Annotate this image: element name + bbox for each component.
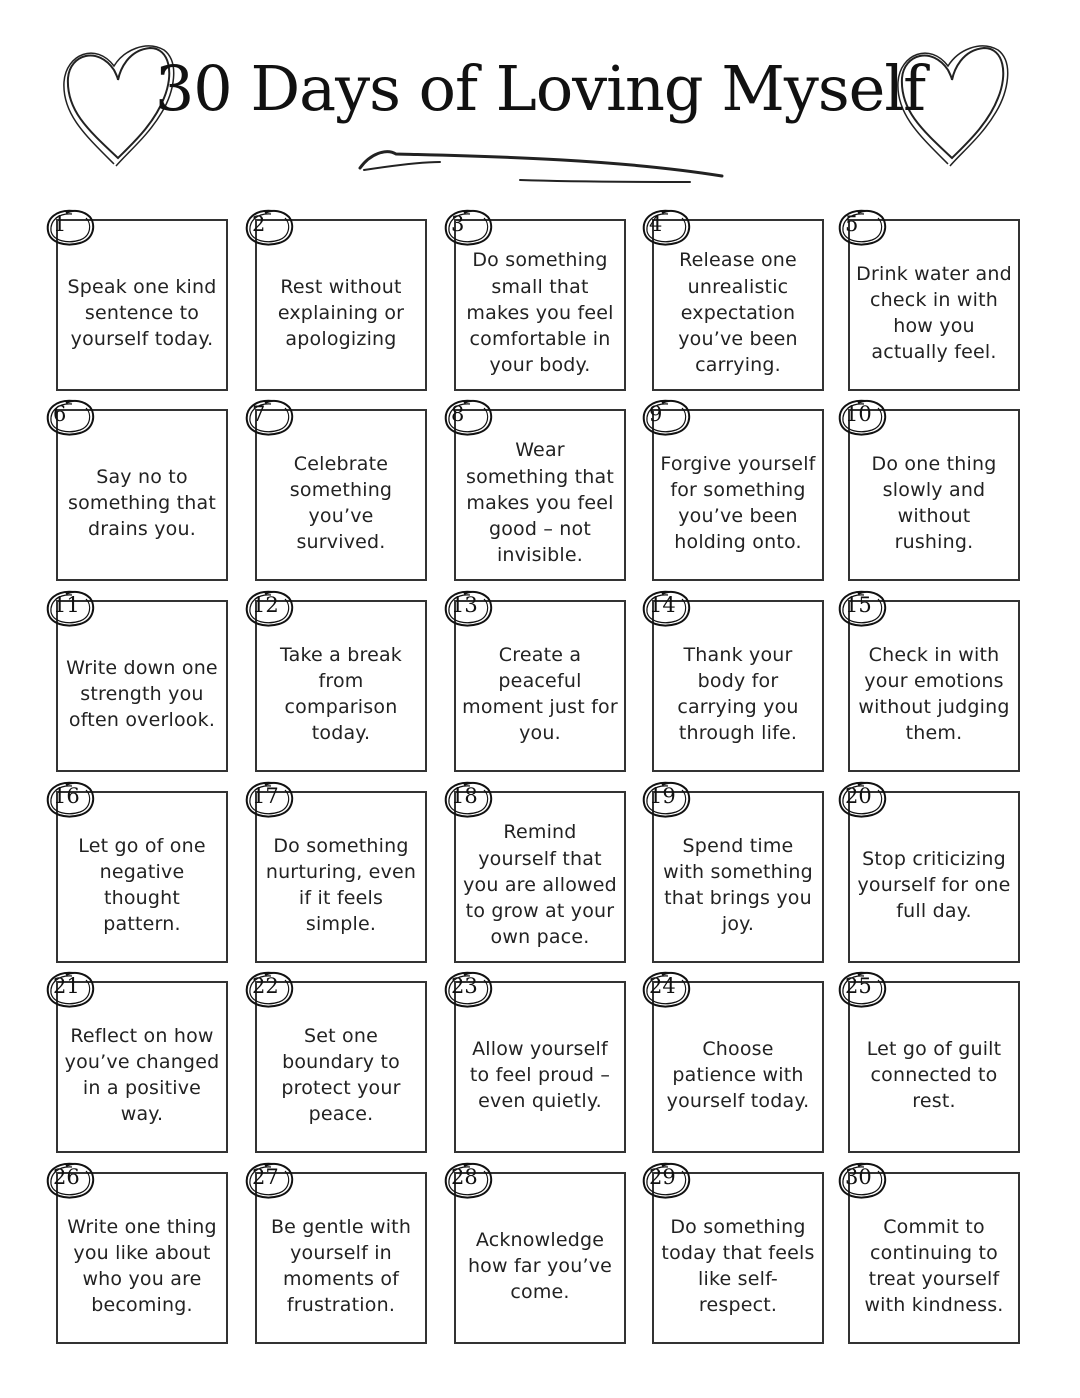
day-number: 3: [451, 212, 465, 236]
day-text: Create a peaceful moment just for you.: [462, 643, 618, 745]
day-text: Commit to continuing to treat yourself with kindness.: [864, 1215, 1004, 1317]
day-number-badge: [243, 1160, 297, 1202]
day-text: Celebrate something you’ve survived.: [289, 452, 393, 554]
day-text: Do something small that makes you feel comfortable in your body.: [466, 249, 614, 377]
day-number: 29: [649, 1165, 676, 1189]
day-text: Do something nurturing, even if it feels simple.: [265, 834, 417, 936]
day-number-badge: [640, 397, 694, 439]
day-number: 8: [451, 402, 465, 426]
day-number: 9: [649, 402, 663, 426]
day-number-badge: [44, 779, 98, 821]
day-text: Rest without explaining or apologizing: [277, 275, 405, 351]
day-number-badge: [836, 969, 890, 1011]
day-number: 27: [252, 1165, 279, 1189]
day-number-badge: [836, 1160, 890, 1202]
day-number: 28: [451, 1165, 478, 1189]
day-number: 15: [845, 593, 872, 617]
day-number-badge: [442, 588, 496, 630]
day-number-badge: [836, 779, 890, 821]
day-number-badge: [836, 207, 890, 249]
day-text: Write one thing you like about who you are becoming.: [67, 1215, 217, 1317]
day-number: 16: [53, 784, 80, 808]
day-number-badge: [243, 397, 297, 439]
day-number: 5: [845, 212, 859, 236]
day-text: Spend time with something that brings you joy.: [663, 834, 813, 936]
day-number-badge: [442, 1160, 496, 1202]
day-text: Take a break from comparison today.: [279, 643, 403, 745]
day-number-badge: [243, 207, 297, 249]
day-number: 10: [845, 402, 872, 426]
day-text: Wear something that makes you feel good – not invisible.: [465, 439, 615, 567]
day-number-badge: [44, 1160, 98, 1202]
day-number: 20: [845, 784, 872, 808]
day-text: Release one unrealistic expectation you’ve been carrying.: [678, 249, 798, 377]
day-number-badge: [836, 397, 890, 439]
day-text: Write down one strength you often overlook.: [66, 656, 218, 732]
day-text: Do something today that feels like self-respect.: [661, 1215, 815, 1317]
day-text: Set one boundary to protect your peace.: [281, 1024, 401, 1126]
day-number: 23: [451, 974, 478, 998]
day-number-badge: [640, 779, 694, 821]
day-number: 24: [649, 974, 676, 998]
day-text: Reflect on how you’ve changed in a positive way.: [64, 1024, 220, 1126]
day-number: 7: [252, 402, 266, 426]
day-text: Stop criticizing yourself for one full day.: [857, 847, 1011, 923]
day-text: Do one thing slowly and without rushing.: [871, 452, 997, 554]
day-number-badge: [243, 588, 297, 630]
day-number-badge: [442, 779, 496, 821]
day-number: 13: [451, 593, 478, 617]
day-text: Thank your body for carrying you through life.: [677, 643, 799, 745]
day-number: 21: [53, 974, 80, 998]
day-number-badge: [44, 207, 98, 249]
day-text: Check in with your emotions without judging them.: [858, 643, 1010, 745]
day-text: Acknowledge how far you’ve come.: [467, 1228, 613, 1304]
day-number-badge: [243, 779, 297, 821]
day-number: 22: [252, 974, 279, 998]
day-number: 6: [53, 402, 67, 426]
day-number: 30: [845, 1165, 872, 1189]
day-number-badge: [640, 1160, 694, 1202]
day-number: 11: [53, 593, 80, 617]
day-number-badge: [442, 969, 496, 1011]
day-text: Let go of guilt connected to rest.: [866, 1037, 1002, 1113]
day-number-badge: [44, 969, 98, 1011]
day-number-badge: [442, 397, 496, 439]
day-number: 19: [649, 784, 676, 808]
day-number-badge: [640, 969, 694, 1011]
day-number-badge: [836, 588, 890, 630]
day-number-badge: [243, 969, 297, 1011]
day-text: Remind yourself that you are allowed to grow at your own pace.: [463, 821, 617, 949]
day-number: 25: [845, 974, 872, 998]
day-number-badge: [640, 588, 694, 630]
day-number-badge: [44, 588, 98, 630]
day-number: 2: [252, 212, 266, 236]
day-text: Let go of one negative thought pattern.: [78, 834, 206, 936]
day-number: 1: [53, 212, 67, 236]
day-number-badge: [640, 207, 694, 249]
day-number: 14: [649, 593, 676, 617]
day-number-badge: [442, 207, 496, 249]
day-number: 12: [252, 593, 279, 617]
day-text: Forgive yourself for something you’ve been holding onto.: [660, 452, 816, 554]
day-text: Allow yourself to feel proud – even quietly.: [469, 1037, 611, 1113]
day-number: 4: [649, 212, 663, 236]
day-text: Choose patience with yourself today.: [666, 1037, 810, 1113]
day-text: Be gentle with yourself in moments of frustration.: [270, 1215, 412, 1317]
day-text: Speak one kind sentence to yourself today.: [67, 275, 217, 351]
day-text: Say no to something that drains you.: [67, 465, 217, 541]
day-number: 18: [451, 784, 478, 808]
day-number: 17: [252, 784, 279, 808]
day-number: 26: [53, 1165, 80, 1189]
day-number-badge: [44, 397, 98, 439]
page-title: 30 Days of Loving Myself: [154, 52, 926, 125]
day-text: Drink water and check in with how you actually feel.: [856, 262, 1012, 364]
